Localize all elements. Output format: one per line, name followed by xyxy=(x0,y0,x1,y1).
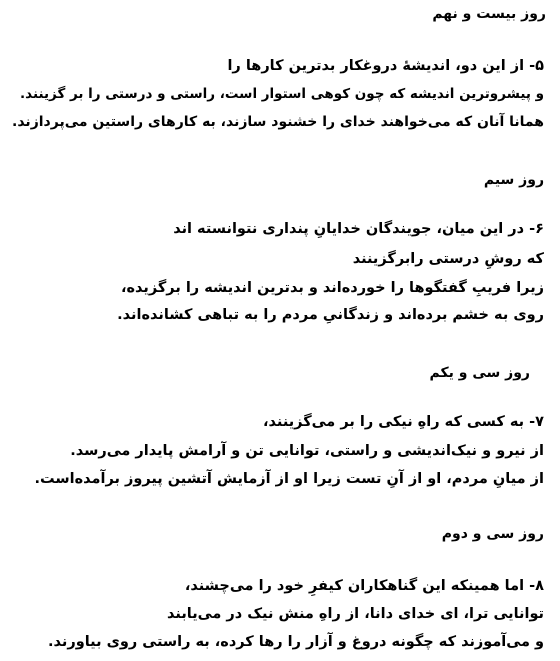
section-heading: روز بیست و نهم xyxy=(432,6,546,22)
verse-line: و پیشروترین اندیشه که چون کوهی استوار است، راستی و درستی را بر گزینند. xyxy=(20,86,544,102)
verse-line: از نیرو و نیک‌اندیشی و راستی، توانایی تن و آرامش پایدار می‌رسد. xyxy=(70,443,544,459)
section-heading: روز سی و دوم xyxy=(441,526,544,542)
verse-line: ۶- در این میان، جویندگان خدایانِ پنداری نتوانسته اند xyxy=(173,221,544,237)
verse-line: زیرا فریبِ گفتگوها را خورده‌اند و بدترین اندیشه را برگزیده، xyxy=(120,280,544,296)
section-heading: روز سیم xyxy=(483,172,544,188)
section-heading: روز سی و یکم xyxy=(429,365,530,381)
verse-line: از میانِ مردم، او از آنِ تست زیرا او از آزمایش آتشین پیروز برآمده‌است. xyxy=(34,471,544,487)
verse-line: و می‌آموزند که چگونه دروغ و آزار را رها کرده، به راستی روی بیاورند. xyxy=(48,634,544,650)
verse-line: ۷- به کسی که راهِ نیکی را بر می‌گزینند، xyxy=(263,414,544,430)
verse-line: ۸- اما همینکه این گناهکاران کیفرِ خود را می‌چشند، xyxy=(184,578,544,594)
verse-line: همانا آنان که می‌خواهند خدای را خشنود سازند، به کارهای راستین می‌پردازند. xyxy=(12,114,544,130)
verse-line: روی به خشم برده‌اند و زندگانیِ مردم را به تباهی کشانده‌اند. xyxy=(117,307,544,323)
verse-line: که روشِ درستی رابرگزینند xyxy=(352,251,544,267)
verse-line: ۵- از این دو، اندیشهٔ دروغکار بدترین کارها را xyxy=(227,58,544,74)
verse-line: توانایی ترا، ای خدای دانا، از راهِ منش نیک در می‌یابند xyxy=(167,606,544,622)
